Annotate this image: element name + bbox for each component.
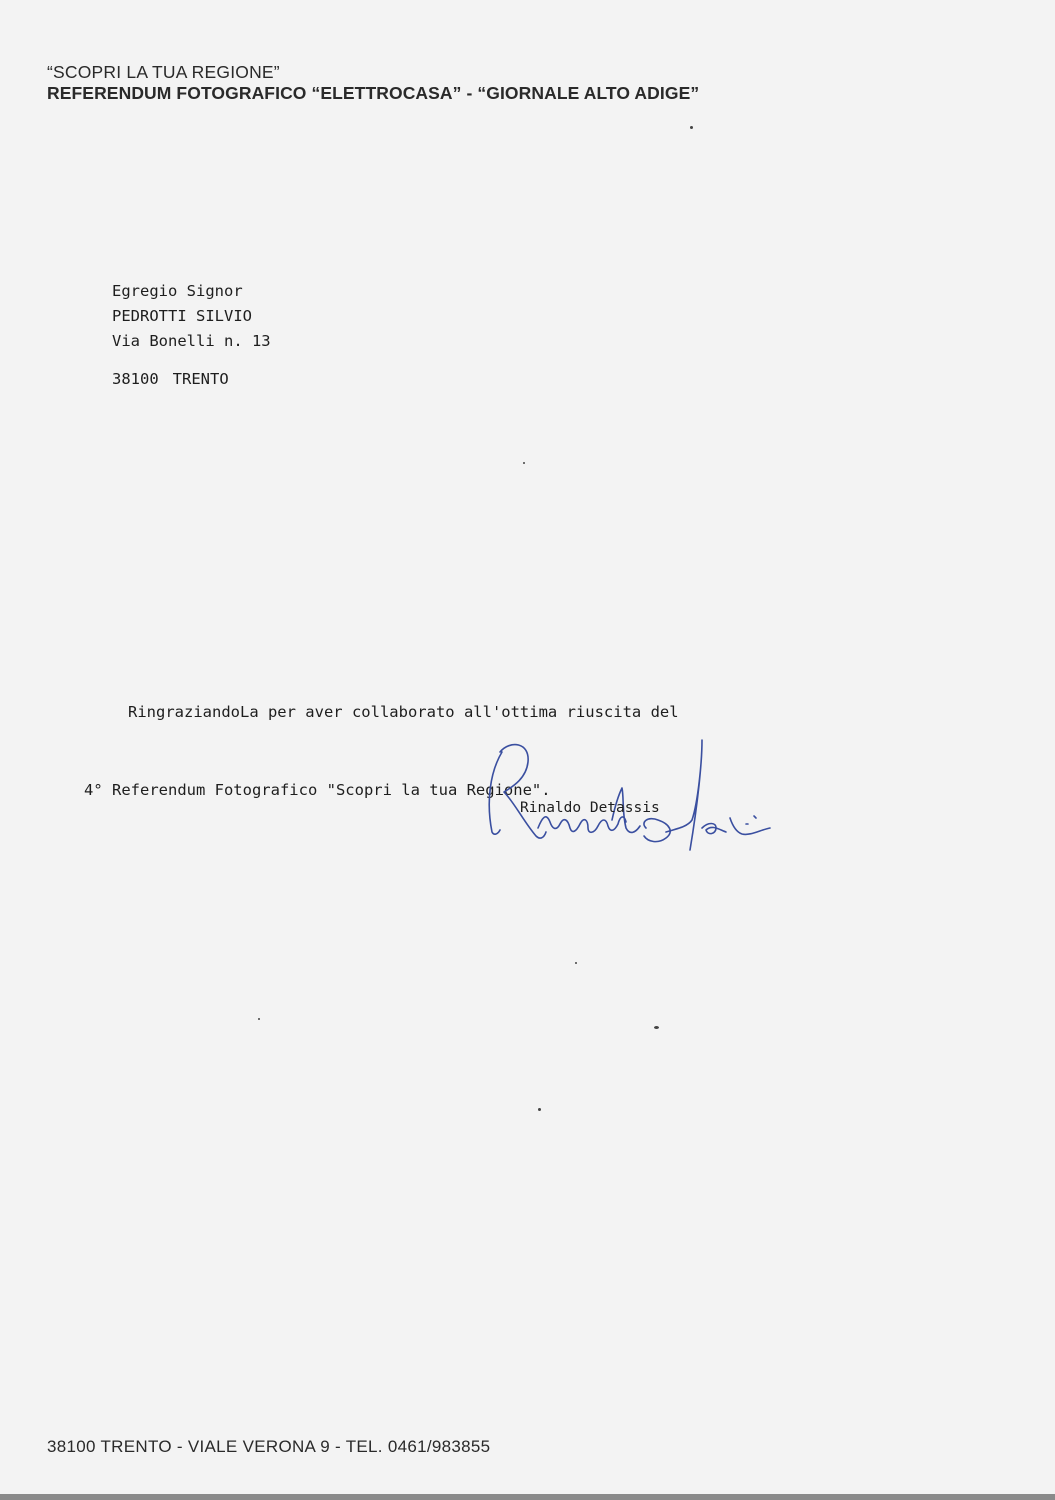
paper-speck (538, 1108, 541, 1111)
signer-name: Rinaldo Detassis (520, 800, 660, 816)
handwritten-signature (480, 732, 790, 862)
letterhead-subtitle: REFERENDUM FOTOGRAFICO “ELETTROCASA” - “GIORNALE ALTO ADIGE” (47, 83, 700, 103)
scan-edge (0, 1494, 1055, 1500)
recipient-city: TRENTO (172, 370, 229, 388)
paper-speck (690, 126, 693, 129)
recipient-name: PEDROTTI SILVIO (112, 307, 252, 325)
recipient-street: Via Bonelli n. 13 (112, 332, 271, 350)
paper-speck (575, 962, 577, 964)
letterhead (47, 62, 699, 104)
salutation: Egregio Signor (112, 282, 243, 300)
signature-strokes (489, 740, 770, 850)
paper-speck (523, 462, 525, 464)
body-line-2: 4° Referendum Fotografico "Scopri la tua Regione". (84, 781, 551, 799)
body-line-1: RingraziandoLa per aver collaborato all'ottima riuscita del (128, 703, 679, 721)
letterhead-title: “SCOPRI LA TUA REGIONE” (47, 62, 280, 82)
recipient-address (112, 279, 271, 392)
signature-block (480, 732, 790, 862)
letterhead-footer: 38100 TRENTO - VIALE VERONA 9 - TEL. 0461/983855 (47, 1437, 491, 1456)
recipient-city-line (112, 367, 271, 392)
paper-speck (654, 1026, 659, 1029)
paper-speck (258, 1018, 260, 1020)
recipient-postal-code: 38100 (112, 370, 159, 388)
